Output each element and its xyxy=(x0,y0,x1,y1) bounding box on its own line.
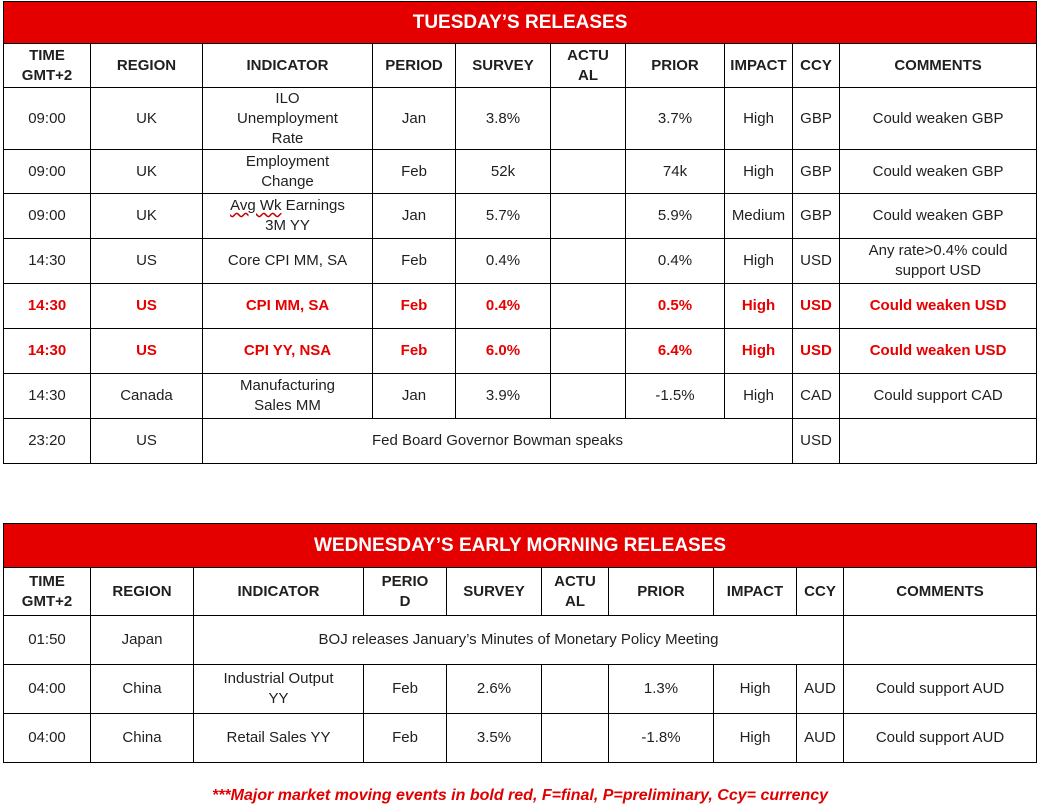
survey-cell: 3.9% xyxy=(456,374,551,419)
region-cell: UK xyxy=(91,150,203,194)
ccy-cell: USD xyxy=(793,284,840,329)
comment-cell xyxy=(844,616,1037,665)
comment-cell: Could weaken GBP xyxy=(840,150,1037,194)
col-period: PERIOD xyxy=(373,44,456,88)
survey-cell: 3.5% xyxy=(447,714,542,763)
actual-cell xyxy=(551,329,626,374)
col-ccy: CCY xyxy=(797,568,844,616)
prior-cell: -1.8% xyxy=(609,714,714,763)
region-cell: US xyxy=(91,419,203,464)
col-impact: IMPACT xyxy=(725,44,793,88)
time-cell: 01:50 xyxy=(4,616,91,665)
indicator-cell: CPI MM, SA xyxy=(203,284,373,329)
col-period: PERIO D xyxy=(364,568,447,616)
survey-cell: 5.7% xyxy=(456,194,551,239)
event-cell: BOJ releases January’s Minutes of Monetary Policy Meeting xyxy=(194,616,844,665)
impact-cell: High xyxy=(714,714,797,763)
col-actual: ACTU AL xyxy=(551,44,626,88)
table-row-major xyxy=(4,329,1037,374)
tuesday-title: TUESDAY’S RELEASES xyxy=(4,2,1037,44)
col-comments: COMMENTS xyxy=(844,568,1037,616)
indicator-cell: CPI YY, NSA xyxy=(203,329,373,374)
col-indicator: INDICATOR xyxy=(203,44,373,88)
col-comments: COMMENTS xyxy=(840,44,1037,88)
impact-cell: High xyxy=(725,150,793,194)
table-row-event xyxy=(4,419,1037,464)
region-cell: US xyxy=(91,239,203,284)
table-row xyxy=(4,239,1037,284)
region-cell: UK xyxy=(91,88,203,150)
indicator-cell: Retail Sales YY xyxy=(194,714,364,763)
region-cell: UK xyxy=(91,194,203,239)
actual-cell xyxy=(551,284,626,329)
survey-cell: 0.4% xyxy=(456,284,551,329)
period-cell: Jan xyxy=(373,194,456,239)
col-survey: SURVEY xyxy=(456,44,551,88)
region-cell: China xyxy=(91,665,194,714)
indicator-cell: Avg Wk Earnings 3M YY xyxy=(203,194,373,239)
survey-cell: 3.8% xyxy=(456,88,551,150)
comment-cell: Could weaken GBP xyxy=(840,88,1037,150)
time-cell: 14:30 xyxy=(4,374,91,419)
actual-cell xyxy=(542,665,609,714)
survey-cell: 2.6% xyxy=(447,665,542,714)
time-cell: 09:00 xyxy=(4,194,91,239)
comment-cell: Could support AUD xyxy=(844,714,1037,763)
col-ccy: CCY xyxy=(793,44,840,88)
prior-cell: 3.7% xyxy=(626,88,725,150)
impact-cell: High xyxy=(725,284,793,329)
period-cell: Feb xyxy=(373,329,456,374)
actual-cell xyxy=(551,194,626,239)
indicator-cell: Employment Change xyxy=(203,150,373,194)
time-cell: 04:00 xyxy=(4,714,91,763)
comment-cell: Could weaken USD xyxy=(840,329,1037,374)
comment-cell: Any rate>0.4% could support USD xyxy=(840,239,1037,284)
col-prior: PRIOR xyxy=(609,568,714,616)
ccy-cell: USD xyxy=(793,329,840,374)
indicator-cell: Core CPI MM, SA xyxy=(203,239,373,284)
wednesday-releases-table xyxy=(3,523,1037,763)
prior-cell: 6.4% xyxy=(626,329,725,374)
ccy-cell: USD xyxy=(793,419,840,464)
impact-cell: High xyxy=(725,374,793,419)
time-cell: 14:30 xyxy=(4,284,91,329)
wednesday-title: WEDNESDAY’S EARLY MORNING RELEASES xyxy=(4,524,1037,568)
actual-cell xyxy=(551,88,626,150)
prior-cell: 1.3% xyxy=(609,665,714,714)
comment-cell: Could weaken USD xyxy=(840,284,1037,329)
table-row-major xyxy=(4,284,1037,329)
impact-cell: High xyxy=(725,88,793,150)
period-cell: Feb xyxy=(373,150,456,194)
comment-cell: Could support CAD xyxy=(840,374,1037,419)
col-region: REGION xyxy=(91,568,194,616)
comment-cell: Could support AUD xyxy=(844,665,1037,714)
ccy-cell: AUD xyxy=(797,665,844,714)
ccy-cell: AUD xyxy=(797,714,844,763)
prior-cell: 0.4% xyxy=(626,239,725,284)
time-cell: 09:00 xyxy=(4,88,91,150)
period-cell: Jan xyxy=(373,374,456,419)
survey-cell: 52k xyxy=(456,150,551,194)
col-time: TIME GMT+2 xyxy=(4,44,91,88)
ccy-cell: GBP xyxy=(793,150,840,194)
period-cell: Feb xyxy=(373,239,456,284)
spellcheck-word: Avg Wk xyxy=(230,197,282,214)
prior-cell: 5.9% xyxy=(626,194,725,239)
col-region: REGION xyxy=(91,44,203,88)
impact-cell: High xyxy=(725,329,793,374)
col-actual: ACTU AL xyxy=(542,568,609,616)
period-cell: Feb xyxy=(373,284,456,329)
prior-cell: 74k xyxy=(626,150,725,194)
col-impact: IMPACT xyxy=(714,568,797,616)
table-row xyxy=(4,374,1037,419)
col-survey: SURVEY xyxy=(447,568,542,616)
time-cell: 14:30 xyxy=(4,239,91,284)
col-time: TIME GMT+2 xyxy=(4,568,91,616)
comment-cell xyxy=(840,419,1037,464)
table-row xyxy=(4,194,1037,239)
event-cell: Fed Board Governor Bowman speaks xyxy=(203,419,793,464)
table-row xyxy=(4,714,1037,763)
indicator-cell: ILO Unemployment Rate xyxy=(203,88,373,150)
header-row xyxy=(4,44,1037,88)
survey-cell: 0.4% xyxy=(456,239,551,284)
actual-cell xyxy=(551,150,626,194)
table-row xyxy=(4,150,1037,194)
impact-cell: High xyxy=(714,665,797,714)
indicator-cell: Industrial Output YY xyxy=(194,665,364,714)
time-cell: 23:20 xyxy=(4,419,91,464)
actual-cell xyxy=(551,374,626,419)
time-cell: 09:00 xyxy=(4,150,91,194)
tuesday-releases-table xyxy=(3,1,1037,464)
col-indicator: INDICATOR xyxy=(194,568,364,616)
col-prior: PRIOR xyxy=(626,44,725,88)
prior-cell: -1.5% xyxy=(626,374,725,419)
footnote: ***Major market moving events in bold red, F=final, P=preliminary, Ccy= currency xyxy=(211,787,829,804)
ccy-cell: CAD xyxy=(793,374,840,419)
comment-cell: Could weaken GBP xyxy=(840,194,1037,239)
impact-cell: Medium xyxy=(725,194,793,239)
region-cell: Japan xyxy=(91,616,194,665)
ccy-cell: GBP xyxy=(793,88,840,150)
period-cell: Feb xyxy=(364,665,447,714)
actual-cell xyxy=(542,714,609,763)
table-row xyxy=(4,88,1037,150)
time-cell: 04:00 xyxy=(4,665,91,714)
header-row xyxy=(4,568,1037,616)
impact-cell: High xyxy=(725,239,793,284)
indicator-cell: Manufacturing Sales MM xyxy=(203,374,373,419)
region-cell: Canada xyxy=(91,374,203,419)
ccy-cell: USD xyxy=(793,239,840,284)
time-cell: 14:30 xyxy=(4,329,91,374)
region-cell: US xyxy=(91,284,203,329)
survey-cell: 6.0% xyxy=(456,329,551,374)
ccy-cell: GBP xyxy=(793,194,840,239)
table-row xyxy=(4,665,1037,714)
region-cell: US xyxy=(91,329,203,374)
period-cell: Jan xyxy=(373,88,456,150)
actual-cell xyxy=(551,239,626,284)
table-row-event xyxy=(4,616,1037,665)
period-cell: Feb xyxy=(364,714,447,763)
region-cell: China xyxy=(91,714,194,763)
prior-cell: 0.5% xyxy=(626,284,725,329)
